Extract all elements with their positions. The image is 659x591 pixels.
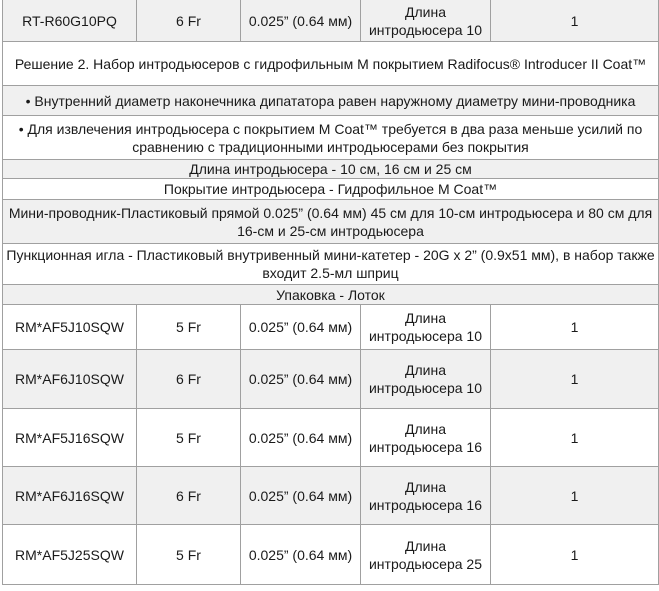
product-spec-table (2, 0, 659, 585)
product-length-value: интродьюсера 10 (368, 380, 482, 396)
product-size: 6 Fr (137, 0, 241, 42)
product-code: RM*AF5J10SQW (3, 305, 137, 350)
feature-dilator-note: • Внутренний диаметр наконечника дипататора равен наружному диаметру мини-проводника (3, 86, 659, 116)
product-quantity: 1 (491, 350, 659, 409)
product-quantity: 1 (491, 0, 659, 42)
product-diameter: 0.025” (0.64 мм) (241, 409, 361, 467)
product-length (361, 409, 491, 467)
info-row (3, 179, 659, 200)
product-length-value: интродьюсера 16 (368, 438, 482, 455)
table-row (3, 350, 659, 409)
product-quantity: 1 (491, 409, 659, 467)
product-length (361, 350, 491, 409)
product-size: 5 Fr (137, 305, 241, 350)
product-length-value: интродьюсера 16 (368, 496, 482, 513)
table-row (3, 305, 659, 350)
info-row (3, 116, 659, 160)
product-length-label: Длина (405, 537, 446, 554)
info-row (3, 42, 659, 86)
product-quantity: 1 (491, 467, 659, 525)
table-row (3, 467, 659, 525)
table-row (3, 525, 659, 585)
product-length-value: интродьюсера 25 (368, 555, 482, 572)
info-row (3, 285, 659, 305)
table-row (3, 0, 659, 42)
product-code: RM*AF6J10SQW (3, 350, 137, 409)
product-diameter: 0.025” (0.64 мм) (241, 0, 361, 42)
product-diameter: 0.025” (0.64 мм) (241, 305, 361, 350)
product-length-value: интродьюсера 10 (368, 21, 482, 38)
info-row (3, 86, 659, 116)
sheath-length-note: Длина интродьюсера - 10 см, 16 см и 25 см (3, 160, 659, 179)
product-size: 5 Fr (137, 525, 241, 585)
product-length-label: Длина (405, 3, 446, 20)
product-diameter: 0.025” (0.64 мм) (241, 467, 361, 525)
product-quantity: 1 (491, 305, 659, 350)
product-length (361, 525, 491, 585)
product-length (361, 467, 491, 525)
product-length-value: интродьюсера 10 (368, 328, 482, 344)
product-size: 5 Fr (137, 409, 241, 467)
product-size: 6 Fr (137, 350, 241, 409)
product-size: 6 Fr (137, 467, 241, 525)
product-quantity: 1 (491, 525, 659, 585)
product-code: RM*AF5J16SQW (3, 409, 137, 467)
product-length-label: Длина (405, 420, 446, 437)
product-length-label: Длина (405, 478, 446, 495)
product-code: RM*AF6J16SQW (3, 467, 137, 525)
product-length-label: Длина (405, 362, 446, 378)
coating-type-note: Покрытие интродьюсера - Гидрофильное M Coat™ (3, 179, 659, 200)
info-row (3, 200, 659, 244)
info-row (3, 160, 659, 179)
product-code: RM*AF5J25SQW (3, 525, 137, 585)
puncture-needle-note: Пункционная игла - Пластиковый внутривенный мини-катетер - 20G x 2” (0.9x51 мм), в набор также входит 2.5-мл шприц (3, 244, 659, 285)
product-length-label: Длина (405, 310, 446, 326)
packaging-note: Упаковка - Лоток (3, 285, 659, 305)
product-length (361, 305, 491, 350)
solution-heading: Решение 2. Набор интродьюсеров с гидрофильным M покрытием Radifocus® Introducer II Coat™ (3, 42, 659, 86)
info-row (3, 244, 659, 285)
mini-guidewire-note: Мини-проводник-Пластиковый прямой 0.025” (0.64 мм) 45 см для 10-см интродьюсера и 80 см для 16-см и 25-см интродьюсера (3, 200, 659, 244)
product-length (361, 0, 491, 42)
feature-coating-note: • Для извлечения интродьюсера с покрытием M Coat™ требуется в два раза меньше усилий по сравнению с традиционными интродьюсерами без покрытия (3, 116, 659, 160)
product-diameter: 0.025” (0.64 мм) (241, 525, 361, 585)
table-row (3, 409, 659, 467)
product-diameter: 0.025” (0.64 мм) (241, 350, 361, 409)
product-code: RT-R60G10PQ (3, 0, 137, 42)
